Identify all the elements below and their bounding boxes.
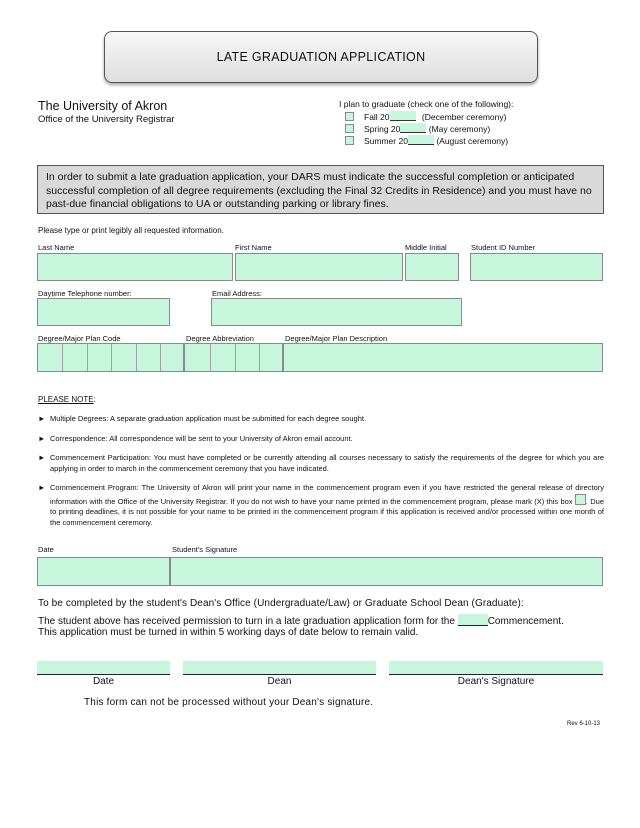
summer-option (364, 135, 508, 146)
please-note-heading (38, 395, 96, 404)
dean-name-field[interactable] (183, 661, 376, 675)
note-commencement-program (38, 483, 604, 528)
permission-text-after: Commencement. (487, 616, 564, 627)
note-text-before: The University of Akron will print your name in the commencement program even if you have restricted the general release of directory information with the Office of the University Registrar. If you do not wish to have your name printed in the commencement program, please mark (X) this box (50, 483, 605, 506)
note-text-after: . Due to printing deadlines, it is not possible for your name to be printed in the commencement program if this application is received and/or processed within one month of the commencement ceremony. (50, 496, 604, 527)
summer-ceremony-label: (August ceremony) (436, 136, 509, 146)
please-note-title: PLEASE NOTE (38, 395, 94, 404)
last-name-label: Last Name (38, 243, 75, 252)
note-text: A separate graduation application must be submitted for each degree sought. (110, 414, 367, 423)
dean-date-field[interactable] (37, 661, 170, 675)
revision-date: Rev 6-10-13 (567, 721, 601, 727)
permission-text-before: The student above has received permission to turn in a late graduation application form for the (38, 616, 455, 627)
degree-abbrev-field[interactable] (184, 343, 283, 372)
student-signature-field[interactable] (170, 557, 603, 586)
email-label: Email Address: (212, 289, 263, 298)
fall-year-field[interactable] (390, 111, 416, 121)
university-name: The University of Akron (38, 99, 168, 113)
please-note-colon: : (93, 395, 96, 404)
dean-signature-caption: Dean's Signature (457, 676, 535, 687)
fall-ceremony-label: (December ceremony) (421, 112, 507, 122)
date-label: Date (38, 545, 54, 554)
first-name-label: First Name (235, 243, 272, 252)
commencement-term-field[interactable] (458, 614, 488, 626)
plan-code-field[interactable] (37, 343, 184, 372)
note-multiple-degrees (38, 414, 604, 425)
bullet-icon: ► (38, 453, 46, 462)
dean-section-heading: To be completed by the student's Dean's Office (Undergraduate/Law) or Graduate School Dean (Graduate): (38, 598, 524, 609)
plan-desc-field[interactable] (283, 343, 603, 372)
bullet-icon: ► (38, 483, 46, 492)
form-title: LATE GRADUATION APPLICATION (216, 50, 426, 64)
plan-code-label: Degree/Major Plan Code (38, 334, 121, 343)
dean-name-caption: Dean (267, 676, 292, 687)
student-id-label: Student ID Number (471, 243, 536, 252)
form-title-banner (104, 31, 538, 83)
note-text: You must have completed or be currently attending all courses necessary to satisfy the requirements of the degree for which you are applying in order to march in the commencement ceremony that you have indicated. (50, 453, 604, 473)
registrar-office: Office of the University Registrar (38, 114, 175, 125)
note-title: Correspondence: (50, 434, 108, 443)
dean-signature-field[interactable] (389, 661, 603, 675)
spring-term-label: Spring 20 (364, 124, 401, 134)
eligibility-notice-text: In order to submit a late graduation application, your DARS must indicate the successful completion or anticipated successful completion of all degree requirements (excluding the Final 32 Credits in Residence) and you must have no past-due financial obligations to UA or outstanding parking or library fines. (46, 171, 592, 210)
spring-year-field[interactable] (400, 123, 426, 133)
first-name-field[interactable] (235, 253, 403, 281)
dean-validity-line: This application must be turned in within 5 working days of date below to remain valid. (38, 627, 419, 638)
email-field[interactable] (211, 298, 462, 326)
date-field[interactable] (37, 557, 170, 586)
phone-field[interactable] (37, 298, 170, 326)
dean-date-caption: Date (92, 676, 115, 687)
summer-checkbox[interactable] (345, 136, 354, 145)
summer-term-label: Summer 20 (364, 136, 408, 146)
instructions: Please type or print legibly all requested information. (38, 226, 224, 235)
bullet-icon: ► (38, 414, 46, 423)
last-name-field[interactable] (37, 253, 233, 281)
fall-checkbox[interactable] (345, 112, 354, 121)
spring-option (364, 123, 490, 134)
note-correspondence (38, 434, 604, 445)
summer-year-field[interactable] (408, 135, 434, 145)
dean-permission-line (38, 614, 564, 627)
degree-abbrev-label: Degree Abbreviation (186, 334, 254, 343)
student-id-field[interactable] (470, 253, 603, 281)
note-text: All correspondence will be sent to your University of Akron email account. (109, 434, 353, 443)
spring-checkbox[interactable] (345, 124, 354, 133)
student-signature-label: Student's Signature (172, 545, 238, 554)
fall-term-label: Fall 20 (364, 112, 390, 122)
eligibility-notice (37, 165, 604, 214)
middle-initial-field[interactable] (405, 253, 459, 281)
spring-ceremony-label: (May ceremony) (428, 124, 491, 134)
note-title: Commencement Program: (50, 483, 139, 492)
phone-label: Daytime Telephone number: (38, 289, 132, 298)
plan-desc-label: Degree/Major Plan Description (285, 334, 388, 343)
note-commencement-participation (38, 453, 604, 474)
note-title: Commencement Participation: (50, 453, 152, 462)
fall-option (364, 111, 506, 122)
note-title: Multiple Degrees: (50, 414, 109, 423)
middle-initial-label: Middle Initial (405, 243, 447, 252)
exclude-name-checkbox[interactable] (575, 494, 586, 505)
graduation-plan-question: I plan to graduate (check one of the following): (339, 99, 514, 109)
bullet-icon: ► (38, 434, 46, 443)
dean-signature-warning: This form can not be processed without your Dean's signature. (84, 697, 374, 708)
